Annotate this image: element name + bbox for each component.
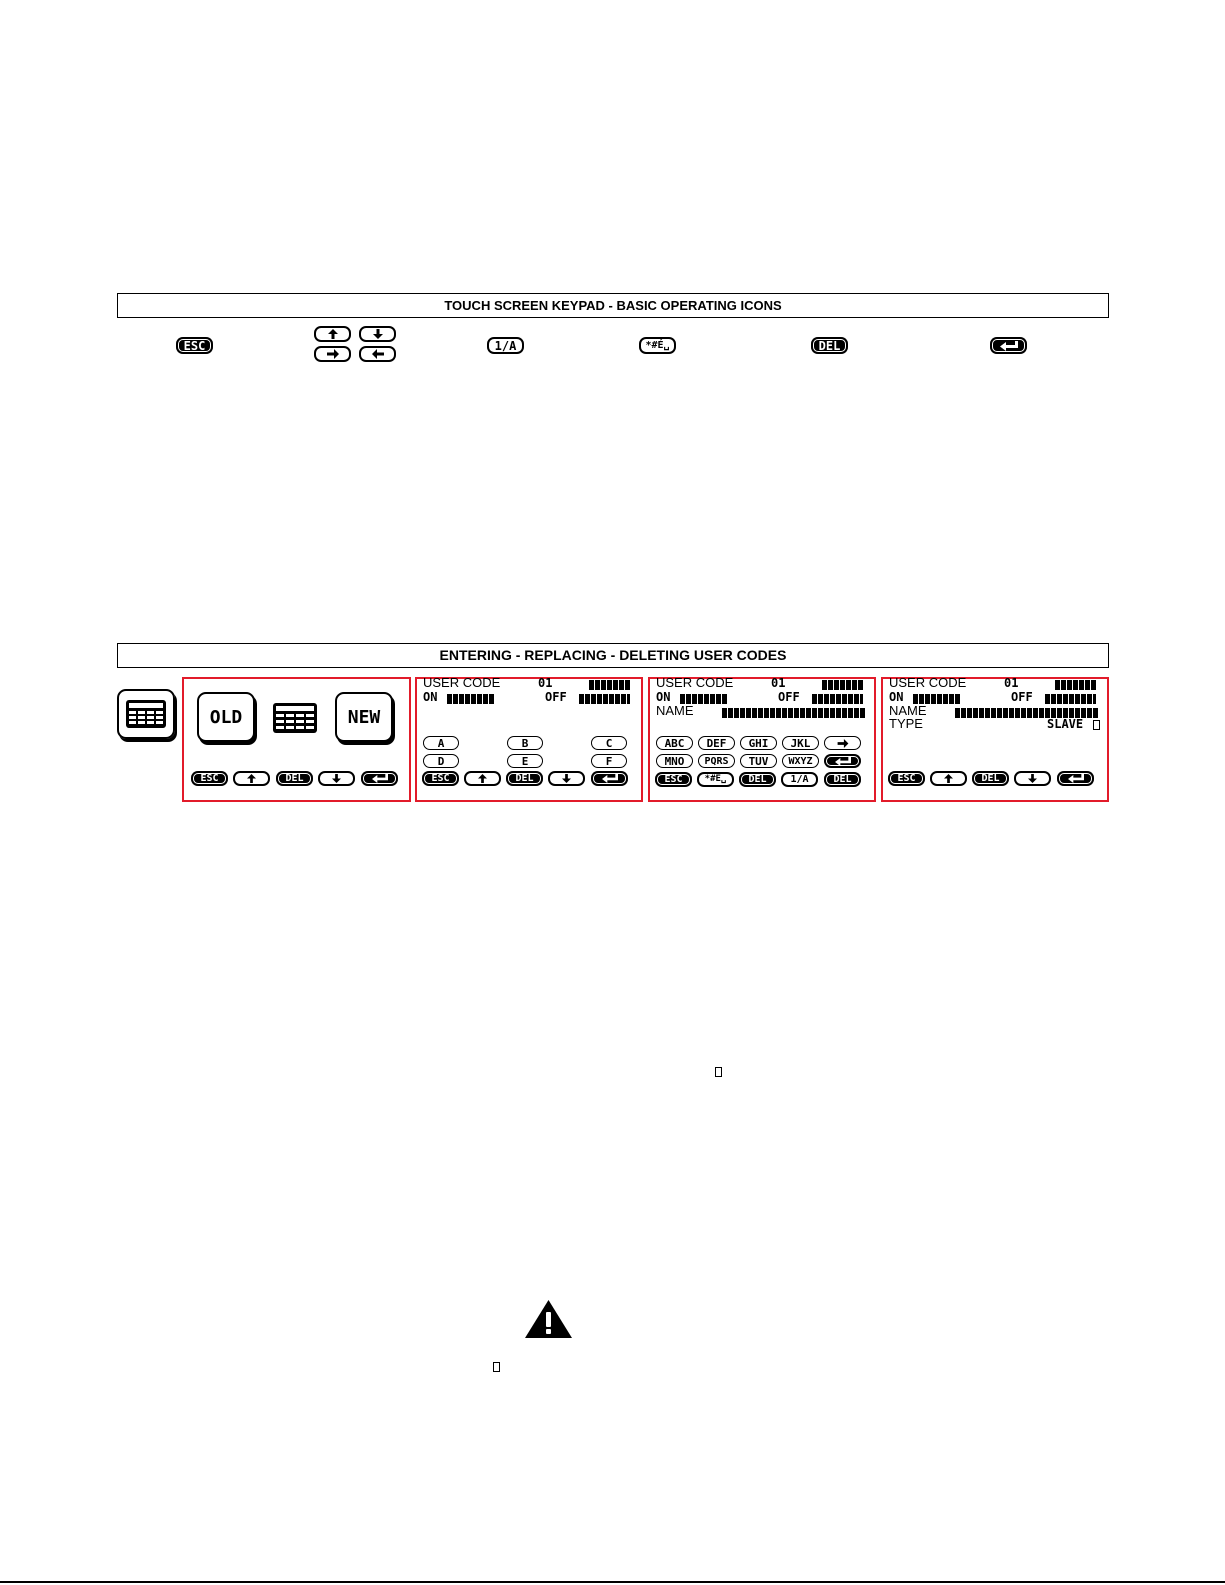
key-def[interactable]: DEF: [698, 736, 735, 750]
key-pqrs[interactable]: PQRS: [698, 754, 735, 768]
enter-icon: [602, 774, 618, 783]
up-button[interactable]: [930, 771, 967, 786]
down-arrow-icon: [1028, 774, 1037, 783]
enter-icon: [372, 774, 388, 783]
del-button[interactable]: DEL: [811, 337, 848, 354]
panel-user-code-hex: [415, 677, 643, 802]
off-label: OFF: [1011, 690, 1033, 704]
shift-button[interactable]: 1/A: [487, 337, 524, 354]
down-button[interactable]: [548, 771, 585, 786]
new-code-button[interactable]: NEW: [335, 692, 393, 742]
shift-button[interactable]: 1/A: [781, 772, 818, 787]
name-mask: [722, 708, 865, 718]
type-value: SLAVE: [1047, 717, 1084, 731]
code-digits-mask: [589, 680, 630, 690]
panel-user-code-type: [881, 677, 1109, 802]
cursor-glyph: [1093, 720, 1100, 730]
left-button[interactable]: [359, 346, 396, 362]
enter-button[interactable]: [824, 754, 861, 768]
up-button[interactable]: [233, 771, 270, 786]
missing-glyph-marker: [715, 1067, 722, 1077]
enter-button[interactable]: [990, 337, 1027, 354]
esc-button[interactable]: ESC: [422, 771, 459, 786]
code-digits-mask: [1055, 680, 1096, 690]
panel-old-new: [182, 677, 411, 802]
enter-icon: [1068, 774, 1084, 783]
del-button[interactable]: DEL: [276, 771, 313, 786]
right-arrow-icon: [836, 739, 850, 748]
left-arrow-icon: [372, 349, 384, 359]
right-arrow-icon: [327, 349, 339, 359]
user-code-label: USER CODE: [656, 675, 734, 690]
key-ghi[interactable]: GHI: [740, 736, 777, 750]
up-button[interactable]: [464, 771, 501, 786]
user-code-value: 01: [538, 676, 553, 690]
on-time-mask: [447, 694, 494, 704]
on-label: ON: [889, 690, 904, 704]
off-label: OFF: [778, 690, 800, 704]
section-title-user-codes: ENTERING - REPLACING - DELETING USER CODES: [117, 643, 1109, 668]
down-arrow-icon: [373, 329, 383, 339]
key-abc[interactable]: ABC: [656, 736, 693, 750]
key-mno[interactable]: MNO: [656, 754, 693, 768]
right-button[interactable]: [824, 736, 861, 750]
keypad-grid-icon: [126, 700, 166, 728]
keypad-icon[interactable]: [117, 689, 175, 739]
type-label: TYPE: [889, 716, 923, 731]
name-label: NAME: [889, 703, 927, 718]
esc-button[interactable]: ESC: [191, 771, 228, 786]
enter-icon: [835, 757, 851, 766]
on-label: ON: [423, 690, 438, 704]
del-button[interactable]: DEL: [506, 771, 543, 786]
off-time-mask: [579, 694, 630, 704]
symbols-button[interactable]: *#É␣: [697, 772, 734, 787]
key-tuv[interactable]: TUV: [740, 754, 777, 768]
off-label: OFF: [545, 690, 567, 704]
code-digits-mask: [822, 680, 863, 690]
enter-button[interactable]: [361, 771, 398, 786]
page-bottom-rule: [0, 1581, 1225, 1583]
down-arrow-icon: [332, 774, 341, 783]
off-time-mask: [812, 694, 863, 704]
up-arrow-icon: [944, 774, 953, 783]
panel-user-code-name: [648, 677, 876, 802]
up-button[interactable]: [314, 326, 351, 342]
key-b[interactable]: B: [507, 736, 543, 750]
right-button[interactable]: [314, 346, 351, 362]
up-arrow-icon: [328, 329, 338, 339]
down-button[interactable]: [318, 771, 355, 786]
down-button[interactable]: [359, 326, 396, 342]
del-button-2[interactable]: DEL: [824, 772, 861, 787]
missing-glyph-marker: [493, 1362, 500, 1372]
symbols-button[interactable]: *#É␣: [639, 337, 676, 354]
enter-button[interactable]: [591, 771, 628, 786]
esc-button[interactable]: ESC: [176, 337, 213, 354]
keypad-small-icon: [273, 703, 317, 738]
key-f[interactable]: F: [591, 754, 627, 768]
warning-triangle-icon: [524, 1299, 573, 1344]
esc-button[interactable]: ESC: [655, 772, 692, 787]
up-arrow-icon: [247, 774, 256, 783]
key-e[interactable]: E: [507, 754, 543, 768]
enter-button[interactable]: [1057, 771, 1094, 786]
name-label: NAME: [656, 703, 694, 718]
old-code-button[interactable]: OLD: [197, 692, 255, 742]
key-d[interactable]: D: [423, 754, 459, 768]
key-wxyz[interactable]: WXYZ: [782, 754, 819, 768]
user-code-label: USER CODE: [423, 675, 501, 690]
key-c[interactable]: C: [591, 736, 627, 750]
up-arrow-icon: [478, 774, 487, 783]
user-code-value: 01: [771, 676, 786, 690]
user-code-label: USER CODE: [889, 675, 967, 690]
del-button[interactable]: DEL: [972, 771, 1009, 786]
user-code-value: 01: [1004, 676, 1019, 690]
enter-icon: [1000, 341, 1018, 351]
key-jkl[interactable]: JKL: [782, 736, 819, 750]
down-button[interactable]: [1014, 771, 1051, 786]
off-time-mask: [1045, 694, 1096, 704]
on-label: ON: [656, 690, 671, 704]
down-arrow-icon: [562, 774, 571, 783]
esc-button[interactable]: ESC: [888, 771, 925, 786]
key-a[interactable]: A: [423, 736, 459, 750]
section-title-basic-icons: TOUCH SCREEN KEYPAD - BASIC OPERATING ICONS: [117, 293, 1109, 318]
del-button[interactable]: DEL: [739, 772, 776, 787]
